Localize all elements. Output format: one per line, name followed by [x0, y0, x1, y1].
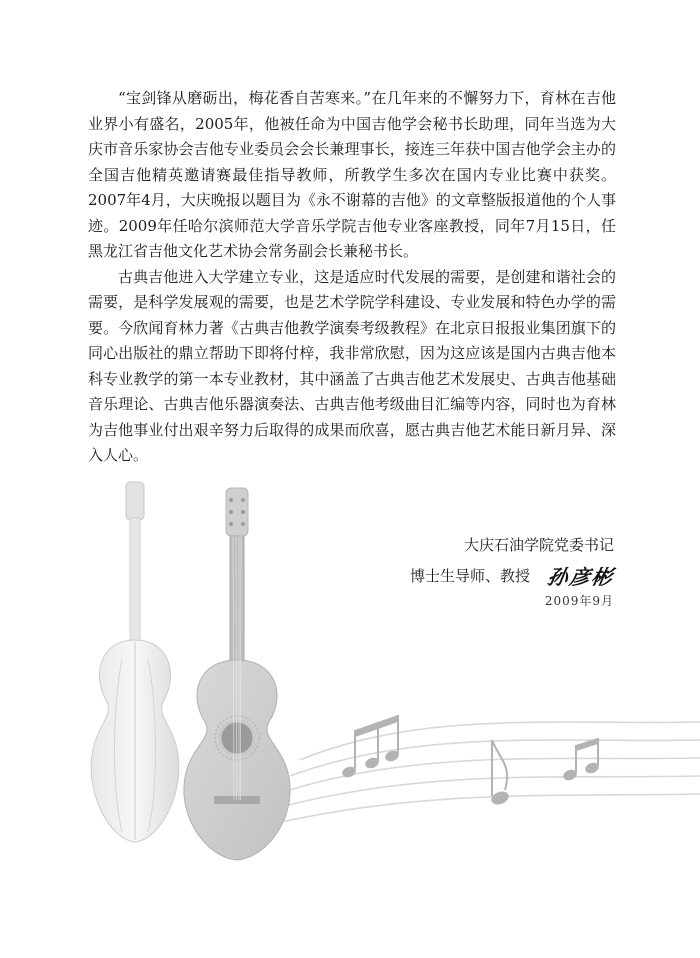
paragraph-1: “宝剑锋从磨砺出，梅花香自苦寒来。”在几年来的不懈努力下，育林在吉他业界小有盛名，2005年，他被任命为中国吉他学会秘书长助理，同年当选为大庆市音乐家协会吉他专业委员会会长兼理事长，接连三年获中国吉他学会主办的全国吉他精英邀请赛最佳指导教师，所教学生多次在国内专业比赛中获奖。2007年4月，大庆晚报以题目为《永不谢幕的吉他》的文章整版报道他的个人事迹。2009年任哈尔滨师范大学音乐学院吉他专业客座教授，同年7月15日，任黑龙江省吉他文化艺术协会常务副会长兼秘书长。: [88, 89, 616, 260]
handwritten-signature: 孙彦彬: [545, 564, 616, 589]
music-staff-icon: [260, 715, 700, 827]
author-title: 大庆石油学院党委书记: [463, 536, 614, 554]
author-role: 博士生导师、教授: [409, 566, 530, 585]
body-text: [88, 86, 616, 469]
paragraph-2: 古典吉他进入大学建立专业，这是适应时代发展的需要，是创建和谐社会的需要，是科学发展观的需要，也是艺术学院学科建设、专业发展和特色办学的需要。今欣闻育林力著《古典吉他教学演奏考级教程》在北京日报报业集团旗下的同心出版社的鼎立帮助下即将付梓，我非常欣慰，因为这应该是国内古典吉他本科专业教学的第一本专业教材，其中涵盖了古典吉他艺术发展史、古典吉他基础音乐理论、古典吉他乐器演奏法、古典吉他考级曲目汇编等内容，同时也为育林为吉他事业付出艰辛努力后取得的成果而欣喜，愿古典吉他艺术能日新月异、深入人心。: [88, 267, 616, 464]
date: 2009年9月: [544, 594, 614, 608]
guitar-front-icon: [184, 488, 290, 860]
guitar-illustration: [0, 460, 700, 958]
guitar-back-icon: [91, 482, 179, 842]
